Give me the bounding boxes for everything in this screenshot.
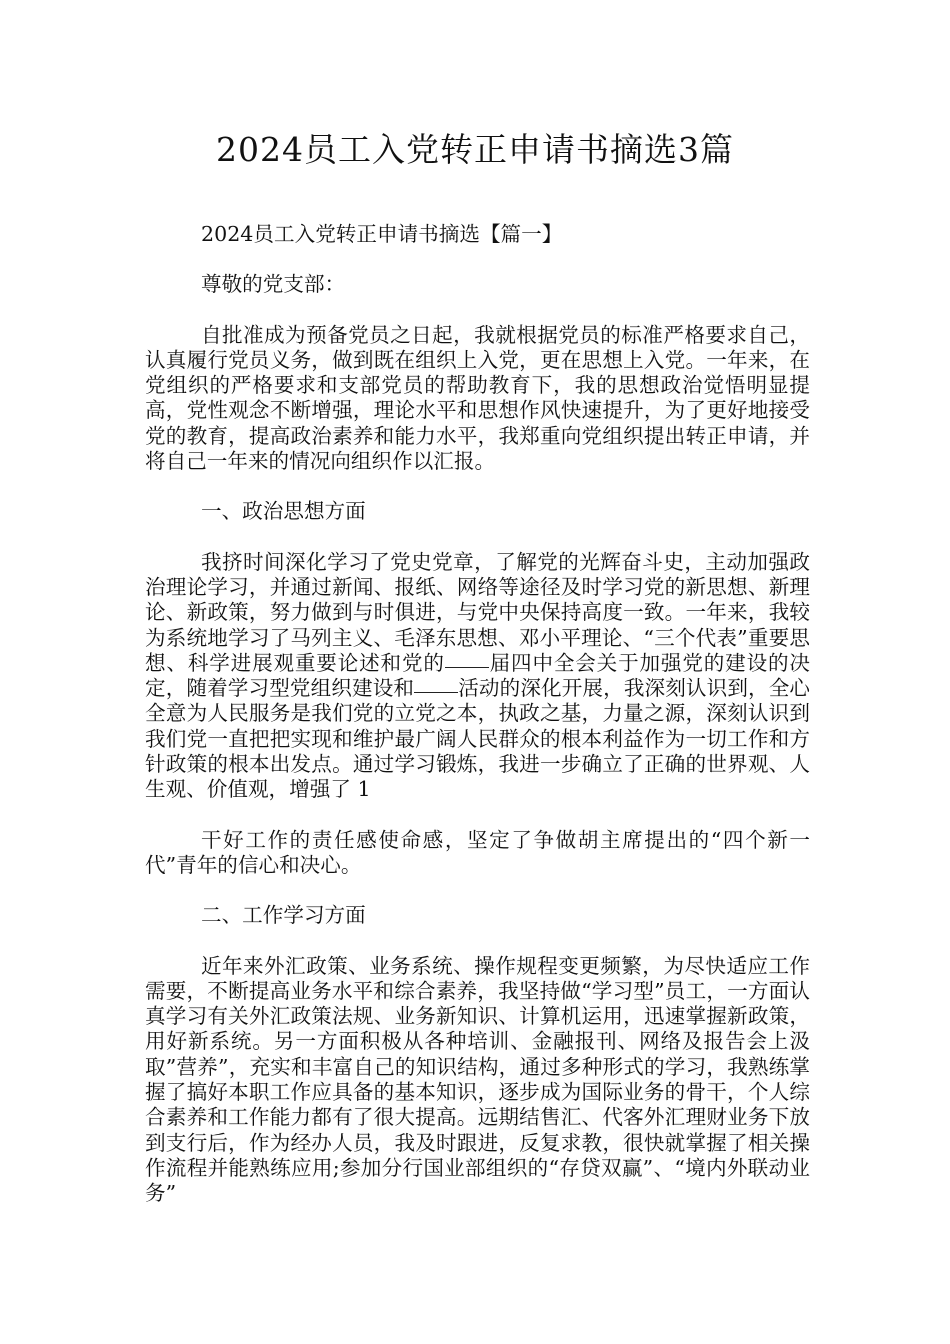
- paragraph-text-part-a: 我挤时间深化学习了党史党章，了解党的光辉奋斗史，主动加强政治理论学习，并通过新闻、报纸、网络等途径及时学习党的新思想、新理论、新政策，努力做到与时俱进，与党中央保持高度一致。一年来，我较为系统地学习了马列主义、毛泽东思想、邓小平理论、“三个代表”重要思想、科学进展观重要论述和党的: [145, 549, 810, 675]
- section-subtitle: 2024员工入党转正申请书摘选【篇一】: [201, 222, 563, 246]
- paragraph-work-study: 近年来外汇政策、业务系统、操作规程变更频繁，为尽快适应工作需要，不断提高业务水平和综合素养，我坚持做“学习型”员工，一方面认真学习有关外汇政策法规、业务新知识、计算机运用，迅速掌握新政策，用好新系统。另一方面积极从各种培训、金融报刊、网络及报告会上汲取”营养”，充实和丰富自己的知识结构，通过多种形式的学习，我熟练掌握了搞好本职工作应具备的基本知识，逐步成为国际业务的骨干，个人综合素养和工作能力都有了很大提高。远期结售汇、代客外汇理财业务下放到支行后，作为经办人员，我及时跟进，反复求教，很快就掌握了相关操作流程并能熟练应用;参加分行国业部组织的“存贷双赢”、“境内外联动业务”: [145, 953, 810, 1206]
- paragraph-text-part-b: 届四中全会关于加强党的建设的决定，随着学习型党组织建设和: [145, 650, 811, 701]
- fill-in-blank: [445, 666, 489, 668]
- paragraph-responsibility: 干好工作的责任感使命感，坚定了争做胡主席提出的“四个新一代”青年的信心和决心。: [145, 827, 810, 877]
- paragraph-text-part-c: 活动的深化开展，我深刻认识到，全心全意为人民服务是我们党的立党之本，执政之基，力量之源，深刻认识到我们党一直把把实现和维护最广阔人民群众的根本利益作为一切工作和方针政策的根本出发点。通过学习锻炼，我进一步确立了正确的世界观、人生观、价值观，增强了 1: [145, 676, 811, 802]
- heading-work-study: 二、工作学习方面: [201, 903, 366, 928]
- paragraph-political-thought: [145, 550, 810, 803]
- fill-in-blank: [414, 691, 458, 693]
- heading-political-thought: 一、政治思想方面: [201, 499, 366, 524]
- document-title: 2024员工入党转正申请书摘选3篇: [216, 130, 734, 169]
- salutation: 尊敬的党支部：: [201, 272, 346, 297]
- paragraph-intro: 自批准成为预备党员之日起，我就根据党员的标准严格要求自己，认真履行党员义务，做到既在组织上入党，更在思想上入党。一年来，在党组织的严格要求和支部党员的帮助教育下，我的思想政治觉悟明显提高，党性观念不断增强，理论水平和思想作风快速提升，为了更好地接受党的教育，提高政治素养和能力水平，我郑重向党组织提出转正申请，并将自己一年来的情况向组织作以汇报。: [145, 322, 810, 474]
- document-body: [145, 222, 810, 1232]
